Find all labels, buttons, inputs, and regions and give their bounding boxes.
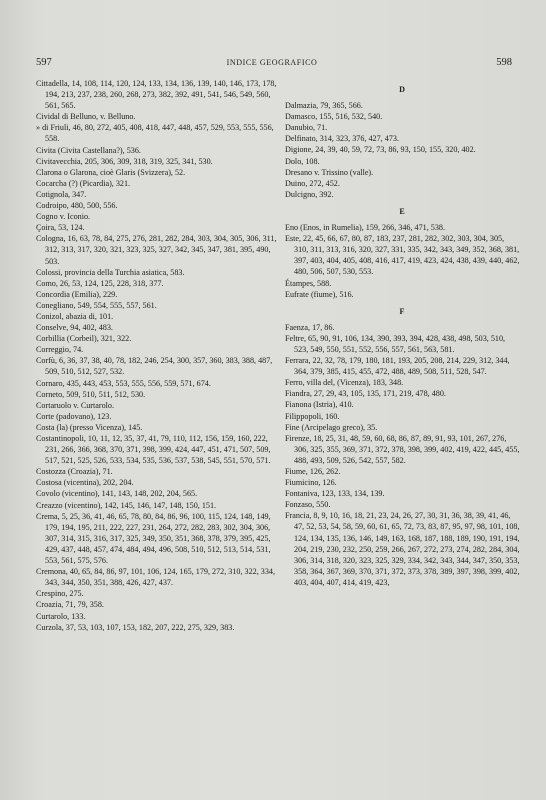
index-entry: Francia, 8, 9, 10, 16, 18, 21, 23, 24, 26, 27, 30, 31, 36, 38, 39, 41, 46, 47, 52, 53, 54, 58, 59, 60, 61, 65, 72, 73, 83, 87, 95, 97, 98, 101, 108, 124, 134, 135, 136, 146, 149, 163, 168, 187, 188, 189, 190, 191, 194, 204, 219, 230, 232, 250, 259, 266, 267, 272, 273, 274, 282, 284, 304, 306, 314, 318, 320, 323, 325, 329, 334, 342, 343, 344, 347, 350, 353, 358, 364, 367, 369, 370, 371, 372, 373, 378, 389, 397, 398, 399, 402, 403, 404, 407, 414, 419, 423,: [285, 511, 520, 587]
index-entry: Conizol, abazia di, 101.: [36, 311, 114, 321]
index-entry: Corneto, 509, 510, 511, 512, 530.: [36, 389, 146, 399]
section-heading: D: [399, 85, 406, 94]
index-entry: Eno (Enos, in Rumelia), 159, 266, 346, 471, 538.: [285, 223, 446, 233]
left-column: [36, 78, 284, 633]
index-entry: Colossi, provincia della Turchia asiatica, 583.: [36, 267, 185, 277]
index-entry: » di Friuli, 46, 80, 272, 405, 408, 418, 447, 448, 457, 529, 553, 555, 556, 558.: [36, 123, 274, 144]
index-entry: Çoira, 53, 124.: [36, 223, 85, 233]
index-entry: Este, 22, 45, 66, 67, 80, 87, 183, 237, 281, 282, 302, 303, 304, 305, 310, 311, 313, 316, 320, 327, 331, 335, 342, 343, 349, 352, 368, 381, 397, 403, 404, 405, 408, 416, 417, 419, 423, 424, 438, 439, 440, 462, 480, 506, 507, 530, 553.: [285, 234, 520, 277]
index-entry: Digione, 24, 39, 40, 59, 72, 73, 86, 93, 150, 155, 320, 402.: [285, 145, 476, 155]
index-entry: Fontaniva, 123, 133, 134, 139.: [285, 489, 385, 499]
index-entry: Corbillia (Corbeil), 321, 322.: [36, 334, 132, 344]
index-entry: Fiumicino, 126.: [285, 478, 337, 488]
right-column: [285, 78, 520, 588]
index-entry: Feltre, 65, 90, 91, 106, 134, 390, 393, 394, 428, 438, 498, 503, 510, 523, 549, 550, 551, 552, 556, 557, 561, 563, 581.: [285, 333, 506, 354]
index-entry: Filippopoli, 160.: [285, 411, 340, 421]
index-entry: Dolo, 108.: [285, 156, 320, 166]
running-head: [32, 57, 512, 71]
index-entry: Clarona o Glarona, cioè Glaris (Svizzera), 52.: [36, 167, 186, 177]
index-entry: Damasco, 155, 516, 532, 540.: [285, 112, 383, 122]
index-entry: Costa (la) (presso Vicenza), 145.: [36, 422, 143, 432]
index-entry: Fiume, 126, 262.: [285, 467, 341, 476]
index-entry: Fine (Arcipelago greco), 35.: [285, 422, 378, 432]
index-entry: Civita (Civita Castellana?), 536.: [36, 145, 141, 155]
index-entry: Duino, 272, 452.: [285, 178, 340, 188]
index-entry: Eufrate (fiume), 516.: [285, 289, 354, 299]
running-title: INDICE GEOGRAFICO: [226, 58, 318, 67]
index-entry: Cittadella, 14, 108, 114, 120, 124, 133, 134, 136, 139, 140, 146, 173, 178, 194, 213, 237, 238, 260, 268, 273, 382, 392, 491, 541, 546, 549, 560, 561, 565.: [36, 79, 277, 111]
index-entry: Cornaro, 435, 443, 453, 553, 555, 556, 559, 571, 674.: [36, 378, 211, 388]
index-entry: Dalmazia, 79, 365, 566.: [285, 101, 363, 111]
index-entry: Corfù, 6, 36, 37, 38, 40, 78, 182, 246, 254, 300, 357, 360, 383, 388, 487, 509, 510, 512, 527, 532.: [36, 356, 273, 377]
index-entry: Cologna, 16, 63, 78, 84, 275, 276, 281, 282, 284, 303, 304, 305, 306, 311, 312, 313, 317, 320, 321, 323, 325, 327, 342, 345, 347, 381, 395, 490, 503.: [36, 234, 277, 266]
index-entry: Faenza, 17, 86.: [285, 322, 335, 332]
index-entry: Cotignola, 347.: [36, 189, 87, 199]
index-entry: Corte (padovano), 123.: [36, 411, 112, 421]
index-entry: Fiandra, 27, 29, 43, 105, 135, 171, 219, 478, 480.: [285, 389, 446, 399]
index-entry: Cogno v. Iconio.: [36, 212, 91, 222]
index-entry: Fianona (Istria), 410.: [285, 400, 354, 410]
index-entry: Codroipo, 480, 500, 556.: [36, 201, 118, 211]
index-entry: Firenze, 18, 25, 31, 48, 59, 60, 68, 86, 87, 89, 91, 93, 101, 267, 276, 306, 325, 355, 369, 371, 372, 378, 398, 399, 402, 419, 422, 445, 455, 488, 493, 509, 526, 542, 557, 582.: [285, 433, 520, 465]
index-entry: Crema, 5, 25, 36, 41, 46, 65, 78, 80, 84, 86, 96, 100, 115, 124, 148, 149, 179, 194, 195, 211, 222, 227, 231, 264, 272, 282, 283, 302, 304, 306, 307, 314, 315, 316, 317, 325, 349, 350, 351, 368, 378, 379, 395, 425, 429, 437, 448, 457, 474, 484, 494, 496, 508, 510, 512, 513, 514, 531, 553, 561, 575, 576.: [36, 511, 271, 566]
index-entry: Conegliano, 549, 554, 555, 557, 561.: [36, 300, 157, 310]
index-entry: Cremona, 40, 65, 84, 86, 97, 101, 106, 124, 165, 179, 272, 310, 322, 334, 343, 344, 350, 351, 388, 426, 427, 437.: [36, 567, 276, 588]
index-entry: Como, 26, 53, 124, 125, 228, 318, 377.: [36, 278, 164, 288]
index-entry: Correggio, 74.: [36, 345, 84, 355]
page-number-left: 597: [36, 57, 52, 68]
index-entry: Curzola, 37, 53, 103, 107, 153, 182, 207, 222, 275, 329, 383.: [36, 622, 235, 632]
index-entry: Fonzaso, 550.: [285, 500, 331, 510]
index-entry: Delfinato, 314, 323, 376, 427, 473.: [285, 134, 399, 144]
index-entry: Étampes, 588.: [285, 278, 332, 288]
index-entry: Concordia (Emilia), 229.: [36, 289, 118, 299]
index-entry: Cocarcha (?) (Picardia), 321.: [36, 178, 131, 188]
index-entry: Costozza (Croazia), 71.: [36, 467, 113, 477]
index-entry: Danubio, 71.: [285, 123, 328, 133]
index-entry: Covolo (vicentino), 141, 143, 148, 202, 204, 565.: [36, 489, 198, 499]
index-entry: Crespino, 275.: [36, 589, 84, 599]
section-heading: F: [399, 306, 406, 316]
index-entry: Croazia, 71, 79, 358.: [36, 600, 104, 610]
index-entry: Costosa (vicentina), 202, 204.: [36, 478, 134, 488]
index-entry: Curtarolo, 133.: [36, 611, 86, 621]
index-entry: Conselve, 94, 402, 483.: [36, 323, 113, 333]
index-entry: Costantinopoli, 10, 11, 12, 35, 37, 41, 79, 110, 112, 156, 159, 160, 222, 231, 266, 366, 368, 370, 371, 398, 399, 424, 447, 451, 471, 507, 509, 517, 521, 525, 526, 533, 534, 535, 536, 537, 538, 545, 551, 570, 571.: [36, 434, 271, 466]
index-entry: Cividal di Belluno, v. Belluno.: [36, 112, 136, 122]
index-entry: Ferrara, 22, 32, 78, 179, 180, 181, 193, 205, 208, 214, 229, 312, 344, 364, 379, 385, 415, 455, 472, 488, 489, 508, 511, 528, 547.: [285, 356, 510, 377]
page-number-right: 598: [496, 57, 512, 68]
index-entry: Ferro, villa del, (Vicenza), 183, 348.: [285, 378, 404, 388]
index-entry: Civitavecchia, 205, 306, 309, 318, 319, 325, 341, 530.: [36, 156, 213, 166]
section-heading: E: [399, 206, 406, 216]
index-entry: Dresano v. Trissino (valle).: [285, 167, 374, 177]
index-entry: Creazzo (vicentino), 142, 145, 146, 147, 148, 150, 151.: [36, 500, 217, 510]
index-entry: Dulcigno, 392.: [285, 189, 334, 199]
index-entry: Cortaruolo v. Curtarolo.: [36, 400, 114, 410]
